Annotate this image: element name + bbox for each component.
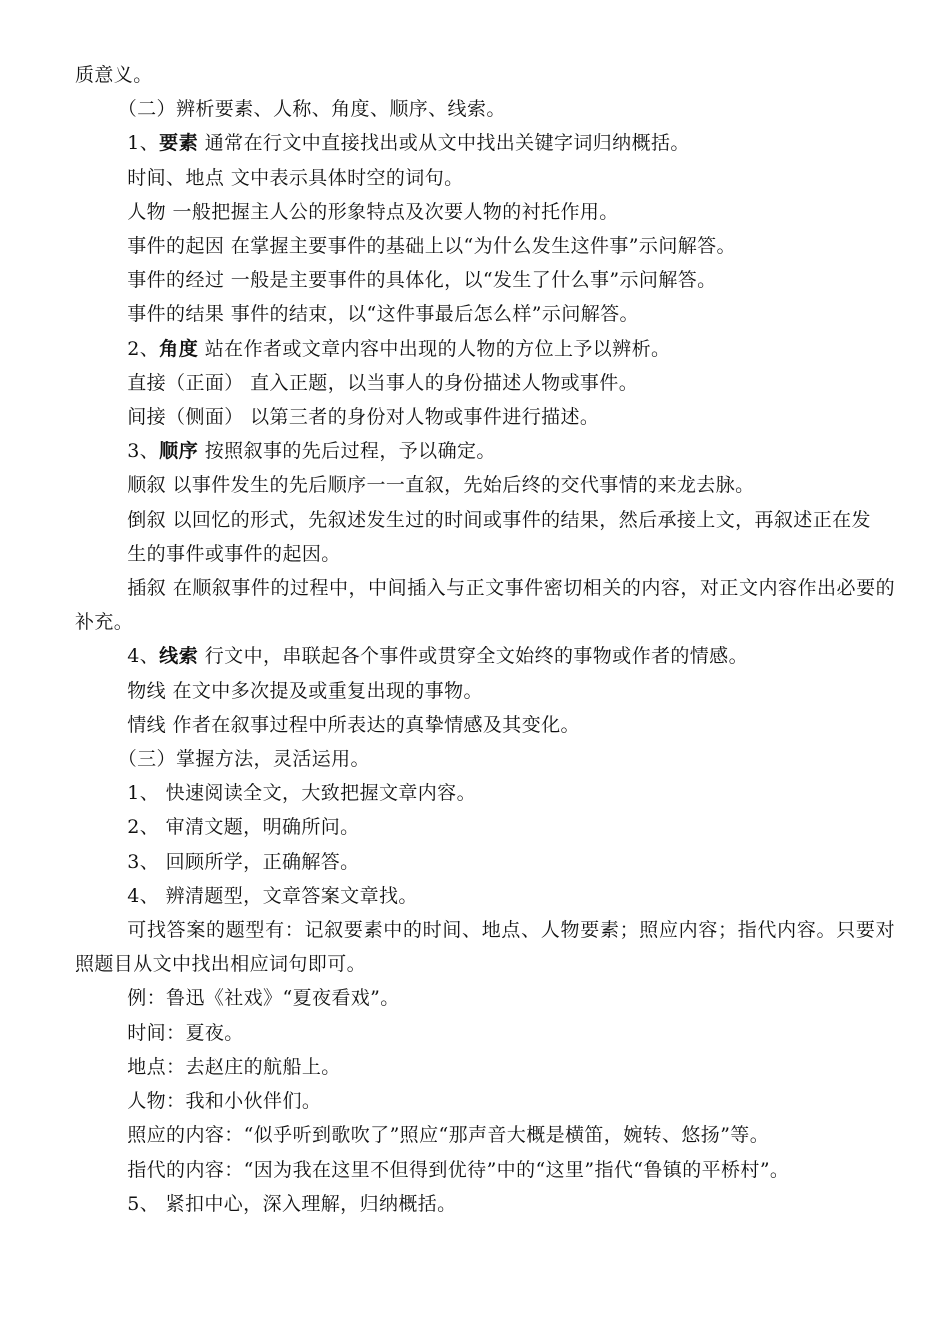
list-item: 2、 审清文题，明确所问。 — [127, 816, 360, 839]
item-text: 行文中，串联起各个事件或贯穿全文始终的事物或作者的情感。 — [198, 645, 748, 668]
text-line: 照应的内容：“似乎听到歌吹了”照应“那声音大概是横笛，婉转、悠扬”等。 — [127, 1124, 770, 1147]
text-line: 顺叙 以事件发生的先后顺序一一直叙，先始后终的交代事情的来龙去脉。 — [127, 474, 755, 497]
text-line: 直接（正面） 直入正题，以当事人的身份描述人物或事件。 — [127, 371, 639, 394]
item-number: 1、 — [127, 132, 160, 155]
item-keyword: 线索 — [159, 645, 199, 668]
item-keyword: 角度 — [159, 337, 199, 360]
list-item: 3、 回顾所学，正确解答。 — [127, 850, 360, 873]
text-line: 事件的结果 事件的结束，以“这件事最后怎么样”示问解答。 — [127, 303, 639, 326]
item-heading-clue — [75, 639, 895, 673]
item-number: 4、 — [127, 645, 160, 668]
text-line: 例：鲁迅《社戏》“夏夜看戏”。 — [127, 987, 400, 1010]
text-line: 物线 在文中多次提及或重复出现的事物。 — [127, 679, 483, 702]
text-line: 事件的经过 一般是主要事件的具体化，以“发生了什么事”示问解答。 — [127, 269, 717, 292]
text-line: 质意义。 — [75, 64, 153, 86]
text-line: 可找答案的题型有：记叙要素中的时间、地点、人物要素；照应内容；指代内容。只要对照题目从文中找出相应词句即可。 — [75, 919, 895, 976]
text-line: 事件的起因 在掌握主要事件的基础上以“为什么发生这件事”示问解答。 — [127, 235, 736, 258]
text-line: 插叙 在顺叙事件的过程中，中间插入与正文事件密切相关的内容，对正文内容作出必要的补充。 — [75, 577, 895, 634]
item-keyword: 顺序 — [159, 440, 199, 463]
text-line: 生的事件或事件的起因。 — [127, 542, 341, 565]
text-line: 时间、地点 文中表示具体时空的词句。 — [127, 166, 464, 189]
list-item: 1、 快速阅读全文，大致把握文章内容。 — [127, 782, 476, 805]
item-text: 站在作者或文章内容中出现的人物的方位上予以辨析。 — [198, 337, 671, 360]
text-line: 时间：夏夜。 — [127, 1021, 244, 1044]
list-item: 4、 辨清题型，文章答案文章找。 — [127, 884, 418, 907]
text-line: 地点：去赵庄的航船上。 — [127, 1055, 341, 1078]
text-line: 间接（侧面） 以第三者的身份对人物或事件进行描述。 — [127, 406, 600, 429]
item-heading-elements — [75, 126, 895, 160]
section-heading: （三）掌握方法，灵活运用。 — [117, 748, 370, 771]
text-line: 倒叙 以回忆的形式，先叙述发生过的时间或事件的结果，然后承接上文，再叙述正在发 — [127, 508, 871, 531]
item-heading-angle — [75, 332, 895, 366]
item-keyword: 要素 — [159, 132, 199, 155]
text-line: 人物 一般把握主人公的形象特点及次要人物的衬托作用。 — [127, 200, 619, 223]
list-item: 5、 紧扣中心，深入理解，归纳概括。 — [127, 1192, 457, 1215]
item-number: 2、 — [127, 337, 160, 360]
section-heading: （二）辨析要素、人称、角度、顺序、线索。 — [117, 98, 506, 121]
item-text: 按照叙事的先后过程，予以确定。 — [198, 440, 496, 463]
item-heading-order — [75, 434, 895, 468]
text-line: 情线 作者在叙事过程中所表达的真挚情感及其变化。 — [127, 713, 580, 736]
text-line: 指代的内容：“因为我在这里不但得到优待”中的“这里”指代“鲁镇的平桥村”。 — [127, 1158, 790, 1181]
text-line: 人物：我和小伙伴们。 — [127, 1090, 322, 1113]
item-number: 3、 — [127, 440, 160, 463]
item-text: 通常在行文中直接找出或从文中找出关键字词归纳概括。 — [198, 132, 690, 155]
document-body — [75, 58, 895, 1221]
